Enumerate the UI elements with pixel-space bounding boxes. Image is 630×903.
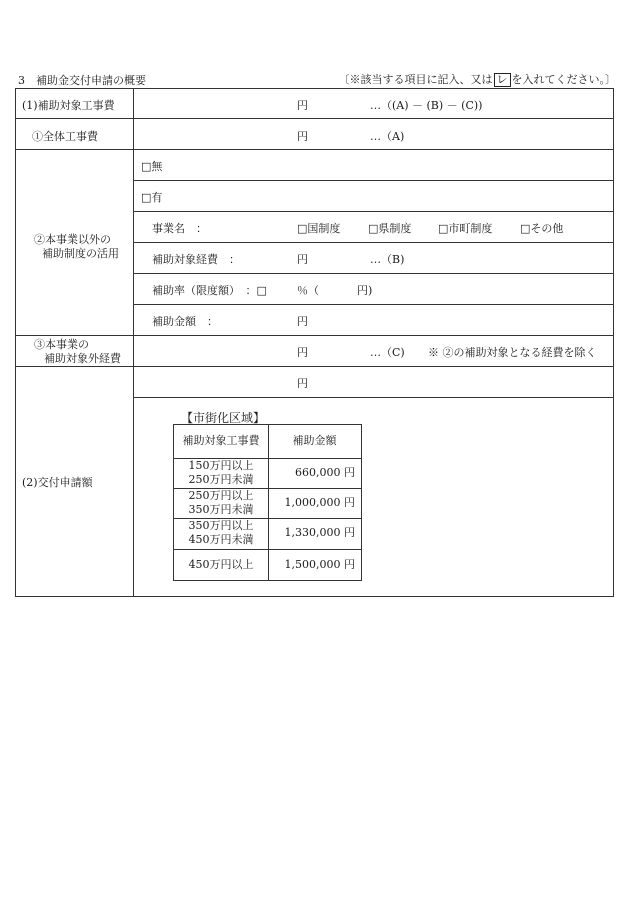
section-title: 3 補助金交付申請の概要 — [18, 74, 146, 87]
row-rule — [15, 335, 614, 336]
amount-unit: 円 — [297, 315, 308, 328]
subsidy-target-cost-formula: …（(A) － (B) － (C)) — [370, 99, 483, 112]
non-target-unit: 円 — [297, 346, 308, 359]
row-rule — [133, 242, 614, 243]
row-rule — [133, 273, 614, 274]
row-rule — [133, 397, 614, 398]
label-other-systems-2: 補助制度の活用 — [42, 247, 119, 260]
total-cost-unit: 円 — [297, 130, 308, 143]
range-1-line2: 250万円未満 — [188, 473, 254, 486]
checkbox-municipal[interactable]: □市町制度 — [438, 222, 493, 235]
area-title: 【市街化区域】 — [181, 411, 266, 425]
non-target-formula: …（C) — [370, 346, 405, 359]
header-target-cost: 補助対象工事費 — [182, 434, 260, 447]
row-rule — [15, 366, 614, 367]
checkbox-prefecture[interactable]: □県制度 — [368, 222, 412, 235]
column-divider — [133, 88, 134, 597]
amount-2: 1,000,000 円 — [284, 496, 355, 509]
label-non-target-2: 補助対象外経費 — [44, 352, 121, 365]
range-3-line1: 350万円以上 — [188, 519, 254, 532]
amount-4: 1,500,000 円 — [284, 558, 355, 571]
label-other-systems-1: ②本事業以外の — [34, 233, 111, 246]
checkbox-national[interactable]: □国制度 — [297, 222, 341, 235]
label-total-cost: ①全体工事費 — [32, 130, 98, 143]
checkbox-none[interactable]: □無 — [141, 160, 163, 173]
target-cost-label: 補助対象経費 ： — [152, 253, 240, 266]
row-rule — [133, 211, 614, 212]
amount-label: 補助金額 ： — [152, 315, 218, 328]
rate-yen: 円) — [357, 284, 373, 297]
range-2-line2: 350万円未満 — [188, 503, 254, 516]
rate-label: 補助率（限度額） ：□ — [152, 284, 267, 297]
row-rule — [15, 149, 614, 150]
amount-table-rule — [174, 549, 361, 550]
row-rule — [133, 304, 614, 305]
label-grant-request: (2)交付申請額 — [22, 476, 93, 489]
target-cost-unit: 円 — [297, 253, 308, 266]
range-1-line1: 150万円以上 — [188, 459, 254, 472]
range-4-line1: 450万円以上 — [188, 558, 254, 571]
checkbox-yes[interactable]: □有 — [141, 191, 163, 204]
instruction-note — [339, 71, 617, 87]
grant-amount-table — [173, 424, 362, 581]
subsidy-target-cost-unit: 円 — [297, 99, 308, 112]
range-2-line1: 250万円以上 — [188, 489, 254, 502]
non-target-note: ※ ②の補助対象となる経費を除く — [428, 346, 597, 359]
project-name-label: 事業名 ： — [152, 222, 207, 235]
label-non-target-1: ③本事業の — [34, 338, 89, 351]
label-subsidy-target-cost: (1)補助対象工事費 — [22, 99, 115, 112]
grant-request-unit: 円 — [297, 377, 308, 390]
range-3-line2: 450万円未満 — [188, 533, 254, 546]
rate-percent: ％（ — [297, 284, 319, 297]
header-grant-amount: 補助金額 — [292, 434, 337, 447]
row-rule — [15, 118, 614, 119]
amount-3: 1,330,000 円 — [284, 526, 355, 539]
instruction-suffix: を入れてください。〕 — [511, 73, 616, 86]
amount-table-divider — [268, 425, 269, 580]
total-cost-formula: …（A) — [370, 130, 405, 143]
amount-1: 660,000 円 — [295, 466, 355, 479]
row-rule — [133, 180, 614, 181]
checkbox-other[interactable]: □その他 — [520, 222, 564, 235]
instruction-prefix: 〔※該当する項目に記入、又は — [338, 73, 493, 86]
check-mark-box: レ — [494, 73, 511, 87]
target-cost-formula: …（B) — [370, 253, 405, 266]
